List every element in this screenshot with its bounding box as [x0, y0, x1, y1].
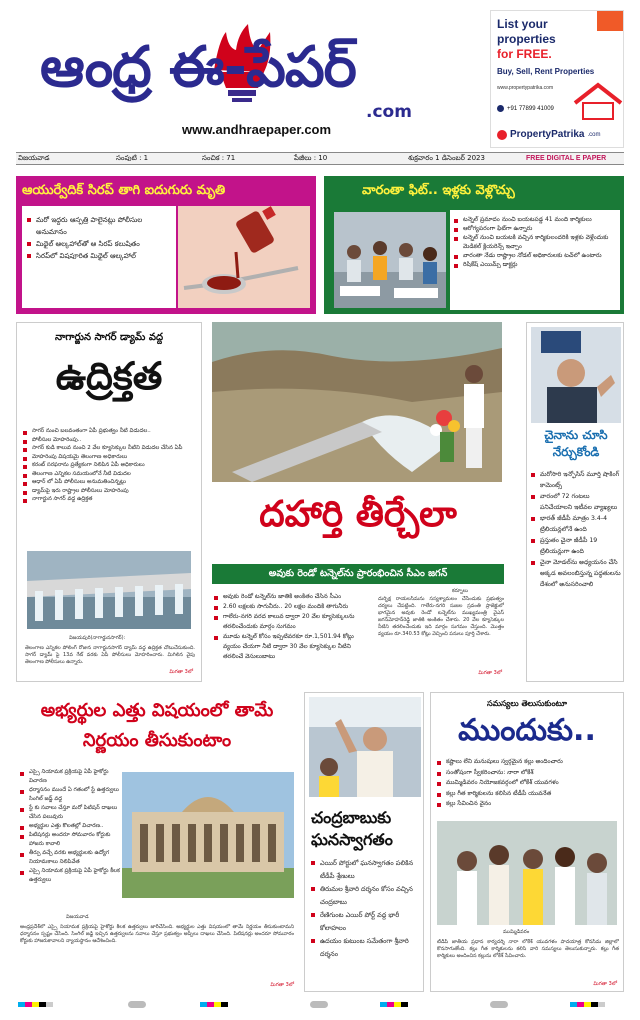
cbn-headline: చంద్రబాబుకు ఘనస్వాగతం: [311, 808, 393, 849]
decision-bullet: ఎస్సై నియామక ప్రక్రియపై ఏపీ హైకోర్టు కీలక ఉత్తర్వులు: [20, 867, 120, 885]
lead-bullet: 2.60 లక్షలకు సాగునీరు.. 20 లక్షల మందికి తాగునీరు: [214, 602, 372, 612]
dam-bullet: పోలీసుల మోహరింపు..: [23, 436, 197, 445]
story-dam[interactable]: [16, 322, 202, 682]
dam-headline: ఉద్రిక్తత: [55, 354, 163, 398]
cbn-bullet: రేణిగుంట ఎయిర్ పోర్ట్ వద్ద భారీ కోలాహలం: [311, 909, 419, 935]
cbn-bullets: [311, 857, 419, 961]
china-bullet: ప్రస్తుతం చైనా జీడీపీ 19 ట్రిలియన్లుగా ఉంది: [531, 535, 621, 557]
forward-bullet: కల్లు గీత కార్మికులను కలిసిన టీడీపీ యువనేత: [437, 789, 619, 800]
ad-line4: Buy, Sell, Rent Properties: [497, 67, 595, 76]
tunnel-bullet: రిషికేష్ ఎయిమ్స్ డాక్టర్లు: [454, 260, 616, 269]
tunnel-bullet: వారంతా నేడు రాష్ట్రాల నోడల్ అధికారులకు టచ్‌లో ఉంటారు: [454, 251, 616, 260]
china-bullet: చైనా మోడల్‌ను అధ్యయనం చేసి అక్కడ అవలంబిస్తున్న పద్ధతులను దేశంలో అనుసరించాలి: [531, 557, 621, 590]
dam-photo[interactable]: [27, 551, 191, 629]
forward-bullet: కల్లు సేవించిన వైనం: [437, 799, 619, 810]
lokesh-photo[interactable]: [437, 821, 617, 925]
property-ad[interactable]: [490, 10, 624, 148]
lead-bullets: [214, 592, 372, 662]
decision-headline: అభ్యర్థుల ఎత్తు విషయంలో తామే నిర్ణయం తీసుకుంటాం: [40, 700, 274, 751]
dam-bullet: నాగార్జున సాగర్ వద్ద ఉద్రిక్తత: [23, 495, 197, 504]
dateline-tagline: FREE DIGITAL E PAPER: [526, 155, 607, 162]
lead-photo[interactable]: [212, 322, 502, 482]
story-decision[interactable]: [16, 692, 298, 992]
forward-kicker: సమస్యలు తెలుసుకుంటూ: [486, 699, 568, 708]
ad-line1: List your: [497, 17, 548, 31]
syrup-bullet: మరో ఇద్దరు ఆస్పత్రి పాలైనట్లు పోలీసుల అనుమానం: [27, 214, 171, 238]
lead-bullet: మూడు టన్నెల్ కోసం ఇప్పటివరకూ రూ.1,501.94 కోట్లు వ్యయం చేయగా నీటి ద్వారా 30 వేల క్యూసెక్కుల నీటిని తరలించే వెసులుబాటు: [214, 632, 372, 662]
forward-more[interactable]: మిగతా 3లో: [593, 981, 617, 987]
dam-more[interactable]: మిగతా 3లో: [169, 669, 193, 675]
china-headline: చైనాను చూసి నేర్చుకోండి: [544, 428, 608, 459]
decision-bullets: [20, 768, 120, 885]
decision-more[interactable]: మిగతా 3లో: [270, 982, 294, 988]
logo-com: .com: [366, 102, 412, 122]
dam-bullet: కరంట్ సరఫరాను ప్రత్యేకంగా నిలిపిన ఏపీ అధికారులు: [23, 461, 197, 470]
tunnel-headline: వారంతా ఫిట్.. ఇళ్లకు వెళ్లొచ్చు: [362, 183, 515, 198]
dam-bullet: సాగర్ కుడి కాలువ నుంచి 2 వేల క్యూసెక్కుల నీటిని విడుదల చేసిన ఏపీ: [23, 444, 197, 453]
lead-headline: దహార్తి తీర్చేలా: [259, 494, 457, 535]
murthy-photo[interactable]: [531, 327, 621, 423]
decision-caption: విజయవాడ: [66, 914, 89, 920]
decision-bullet: ధర్మాసనం ముందే ఏ గతంలో స్టే ఉత్తర్వులు సింగిల్ జడ్జ్ వద్ద: [20, 786, 120, 804]
decision-bullet: పిటిషనర్లు అందరూ సోమవారం కోర్టుకు హాజరు కావాలి: [20, 831, 120, 849]
dam-bullet: ఆధార్ లో ఏపీ పోలీసులు అనుమతించిన్నట్లు: [23, 478, 197, 487]
tunnel-bullet: ఆరోగ్యపరంగా ఫిట్‌గా ఉన్నారు: [454, 224, 616, 233]
ad-url[interactable]: www.propertypatrika.com: [497, 85, 554, 91]
registration-marks: [0, 1000, 640, 1010]
cbn-photo[interactable]: [309, 697, 421, 797]
syrup-headline: ఆయుర్వేదిక్ సిరప్ తాగి ఐదుగురు మృతి: [22, 183, 226, 198]
china-bullet: వారంలో 72 గంటలు పనిచేయాలని ఇటీవల వ్యాఖ్యలు: [531, 491, 621, 513]
decision-bullet: అభ్యర్థుల ఎత్తు కొలతల్లో విచారణ..: [20, 822, 120, 831]
brand-mark-icon: [497, 130, 507, 140]
dam-kicker: నాగార్జున సాగర్ డ్యామ్ వద్ద: [54, 332, 164, 343]
ad-brand: PropertyPatrika: [510, 129, 585, 140]
dam-bullets: [23, 427, 197, 504]
lead-dateline: కర్నూలు: [452, 588, 469, 594]
china-bullets: [531, 469, 621, 590]
forward-bullets: [437, 757, 619, 810]
forward-bullet: సంతోషంగా స్వీకరించాను: నారా లోకేశ్: [437, 768, 619, 779]
dateline-volume: సంపుటి : 1: [116, 154, 149, 162]
tunnel-bullet: టన్నెల్ నుంచి బయటకి వచ్చిన కార్మికులందరికి ఇళ్లకు వెళ్లేందుకు మెడికల్ క్లియరెన్స్ ఇచ్చాం: [454, 233, 616, 251]
forward-body: టీడీపీ జాతీయ ప్రధాన కార్యదర్శి నారా లోకేశ్ యువగళం పాదయాత్ర కోనసీమ జిల్లాలో కొనసాగుతోంది. కల్లు గీత కార్మికులను కలిసి వారి సమస్యలు తెలుసుకున్నారు. కల్లు గీత కార్మికులు అందించిన కల్లును లోకేశ్ సేవించారు.: [437, 939, 619, 959]
lead-more[interactable]: మిగతా 3లో: [478, 670, 502, 676]
forward-headline: ముందుకు..: [458, 713, 596, 748]
story-lead[interactable]: [208, 322, 508, 682]
ad-brand-suffix: .com: [587, 131, 601, 138]
syrup-photo[interactable]: [178, 206, 310, 308]
story-china[interactable]: [526, 322, 624, 682]
dateline-bar: [16, 152, 624, 165]
china-bullet: మరోసారి ఇన్ఫోసిస్ మూర్తి షాకింగ్ కామెంట్స్: [531, 469, 621, 491]
website-url[interactable]: www.andhraepaper.com: [182, 122, 332, 137]
ad-line2: properties: [497, 32, 556, 46]
lead-subhead: అవుకు రెండో టన్నెల్‌ను ప్రారంభించిన సీఎం జగన్: [212, 564, 504, 584]
dateline-pages: పేజీలు : 10: [294, 154, 328, 162]
tunnel-bullets: [454, 215, 616, 269]
house-icon: [573, 81, 623, 121]
dam-bullet: సాగర్ నుంచి బలవంతంగా ఏపీ ప్రభుత్వం నీటి విడుదల..: [23, 427, 197, 436]
tunnel-bullet: టన్నెల్ ప్రమాదం నుంచి బయటపడ్డ 41 మంది కార్మికులు: [454, 215, 616, 224]
dateline-date: శుక్రవారం 1 డిసెంబర్ 2023: [408, 154, 485, 162]
dateline-city: విజయవాడ: [18, 154, 50, 162]
decision-body: ఆంధ్రప్రదేశ్‌లో ఎస్సై నియామక ప్రక్రియపై హైకోర్టు కీలక ఉత్తర్వులు జారీచేసింది. అభ్యర్థుల ఎత్తు విషయంలో తామే నిర్ణయం తీసుకుంటామని ధర్మాసనం స్పష్టం చేసింది. సింగిల్ జడ్జి ఇచ్చిన ఉత్తర్వులను సవాలు చేస్తూ ప్రభుత్వం అప్పీలు దాఖలు చేసింది. పిటిషనర్లు అందరూ సోమవారం కోర్టుకు హాజరుకావాలని న్యాయస్థానం ఆదేశించింది.: [20, 924, 294, 944]
masthead: [14, 10, 484, 150]
syrup-bullet: సిరప్‌లో విషపూరిత మిథైల్ ఆల్కహాల్: [27, 250, 171, 262]
decision-bullet: స్టే కు సవాలు చేస్తూ మరో పిటిషన్ దాఖలు చేసిన పలువురు: [20, 804, 120, 822]
logo-wordmark: ఆంధ్ర ఈ-పేపర్: [40, 35, 356, 100]
forward-bullet: కష్టాలు లేని మనుషులు స్వర్గమైన కల్లు అందించారు: [437, 757, 619, 768]
ad-phone[interactable]: +91 77899 41009: [507, 105, 554, 112]
story-tunnel[interactable]: [324, 176, 624, 314]
dam-body: తెలంగాణ ఎన్నికల పోలింగ్ రోజున నాగార్జునసాగర్ డ్యామ్ వద్ద ఉద్రిక్తత చోటుచేసుకుంది. సాగర్ డ్యామ్ పై 13వ గేట్ వరకు ఏపీ పోలీసులు మోహరించారు. మిగిలిన వైపు తెలంగాణ పోలీసులు ఉన్నారు.: [25, 645, 195, 665]
china-bullet: భారత్ జీడీపీ మాత్రం 3.4-4 ట్రిలియన్లలోనే ఉంది: [531, 513, 621, 535]
forward-bullet: ముమ్మిడివరం నియోజకవర్గంలో లోకేశ్ యువగళం: [437, 778, 619, 789]
dateline-issue: సంచిక : 71: [202, 154, 236, 162]
ad-brand-row: [497, 129, 601, 140]
story-syrup[interactable]: [16, 176, 316, 314]
lead-bullet: గాలేరు-నగరి వరద కాలువ ద్వారా 20 వేల క్యూసెక్కులను తరలించేందుకు మార్గం సుగమం: [214, 612, 372, 632]
syrup-bullet: మిథైల్ ఆల్కహాల్‌తో ఆ సిరప్ కలుషితం: [27, 238, 171, 250]
forward-caption: ముమ్మిడివరం: [503, 929, 530, 935]
syrup-bullets: [27, 214, 171, 262]
dam-bullet: మోహరింపు విషయమై తెలంగాణ అధికారులు: [23, 453, 197, 462]
dam-bullet: తెలంగాణ ఎన్నికల సమయంలోనే నీటి విడుదల: [23, 470, 197, 479]
phone-icon: [497, 105, 504, 112]
story-cbn[interactable]: [304, 692, 424, 992]
cbn-bullet: ఎయిర్ పోర్టులో ఘనస్వాగతం పలికిన టీడీపీ శ్రేణులు: [311, 857, 419, 883]
high-court-photo[interactable]: [122, 772, 294, 898]
tunnel-workers-photo[interactable]: [334, 212, 446, 308]
dam-caption: విజయపురి(నాగార్జునసాగర్):: [69, 635, 126, 641]
phone-row: [497, 105, 554, 112]
lead-bullet: అవుకు రెండో టన్నెల్‌ను జాతికి అంకితం చేసిన సీఎం: [214, 592, 372, 602]
cbn-bullet: ఉదయం కుటుంబ సమేతంగా శ్రీవారి దర్శనం: [311, 935, 419, 961]
story-forward[interactable]: [430, 692, 624, 992]
ad-line3: for FREE.: [497, 47, 552, 61]
dam-bullet: డ్యామ్‌పై ఇరు రాష్ట్రాల పోలీసులు మోహరింపు: [23, 487, 197, 496]
cbn-bullet: తిరుమల శ్రీవారి దర్శనం కోసం వచ్చిన చంద్రబాబు: [311, 883, 419, 909]
decision-bullet: ఎస్సై నియామక ప్రక్రియపై ఏపీ హైకోర్టు విచారణ: [20, 768, 120, 786]
decision-bullet: తీర్పు వచ్చే వరకు అభ్యర్థులకు ఉద్యోగ నియామకాలు నిలిపివేత: [20, 849, 120, 867]
lead-body: దుర్భిక్ష రాయలసీమను సస్యశ్యామలం చేసేందుకు ప్రభుత్వం చర్యలు చేపట్టింది. గాలేరు-నగరి సుజల స్రవంతి ప్రాజెక్టులో భాగమైన అవుకు రెండో టన్నెల్‌ను ముఖ్యమంత్రి వైఎస్ జగన్‌మోహన్‌రెడ్డి జాతికి అంకితం చేశారు. 20 వేల క్యూసెక్కుల నీటిని తరలించేందుకు ఇది మార్గం సుగమం చేస్తుంది. మొత్తం వ్యయం రూ.340.53 కోట్లు వెచ్చించి పనులు పూర్తి చేశారు.: [378, 596, 504, 637]
